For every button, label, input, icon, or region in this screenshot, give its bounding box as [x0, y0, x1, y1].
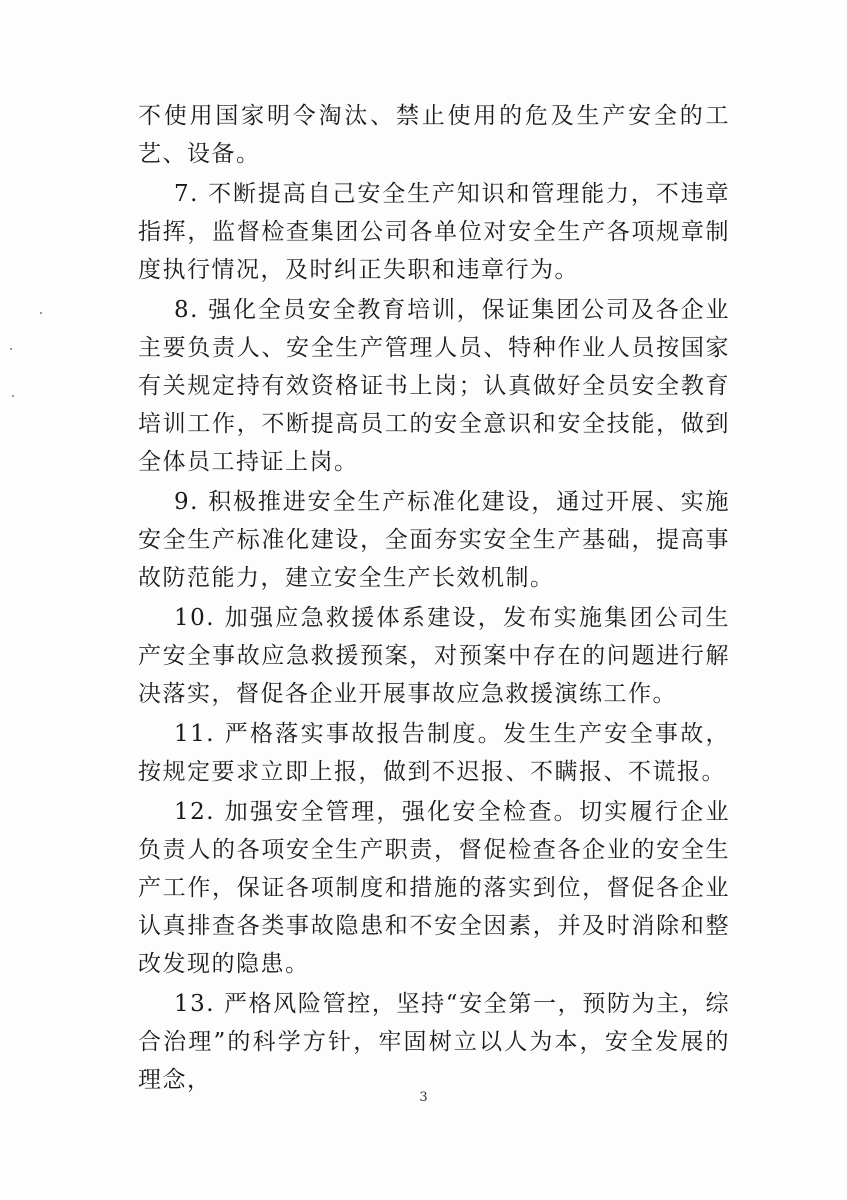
paragraph-continuation: 不使用国家明令淘汰、禁止使用的危及生产安全的工艺、设备。 — [138, 103, 730, 167]
paragraph-item-8: 8. 强化全员安全教育培训，保证集团公司及各企业主要负责人、安全生产管理人员、特种作业人员按国家有关规定持有效资格证书上岗；认真做好全员安全教育培训工作，不断提高员工的安全意识和安全技能，做到全体员工持证上岗。 — [138, 297, 730, 475]
paragraph-item-11: 11. 严格落实事故报告制度。发生生产安全事故，按规定要求立即上报，做到不迟报、不瞒报、不谎报。 — [138, 721, 730, 785]
paragraph-item-7: 7. 不断提高自己安全生产知识和管理能力，不违章指挥，监督检查集团公司各单位对安全生产各项规章制度执行情况，及时纠正失职和违章行为。 — [138, 181, 730, 283]
scan-speck — [40, 312, 42, 314]
scan-speck — [12, 395, 14, 397]
paragraph-item-10: 10. 加强应急救援体系建设，发布实施集团公司生产安全事故应急救援预案，对预案中存在的问题进行解决落实，督促各企业开展事故应急救援演练工作。 — [138, 605, 730, 707]
body-text — [138, 97, 730, 1099]
paragraph-item-12: 12. 加强安全管理，强化安全检查。切实履行企业负责人的各项安全生产职责，督促检查各企业的安全生产工作，保证各项制度和措施的落实到位，督促各企业认真排查各类事故隐患和不安全因素，并及时消除和整改发现的隐患。 — [138, 799, 730, 977]
page-number: 3 — [419, 1090, 428, 1105]
scan-speck — [10, 348, 12, 350]
paragraph-item-13: 13. 严格风险管控，坚持“安全第一，预防为主，综合治理”的科学方针，牢固树立以人为本，安全发展的理念， — [138, 991, 730, 1093]
paragraph-item-9: 9. 积极推进安全生产标准化建设，通过开展、实施安全生产标准化建设，全面夯实安全生产基础，提高事故防范能力，建立安全生产长效机制。 — [138, 489, 730, 591]
